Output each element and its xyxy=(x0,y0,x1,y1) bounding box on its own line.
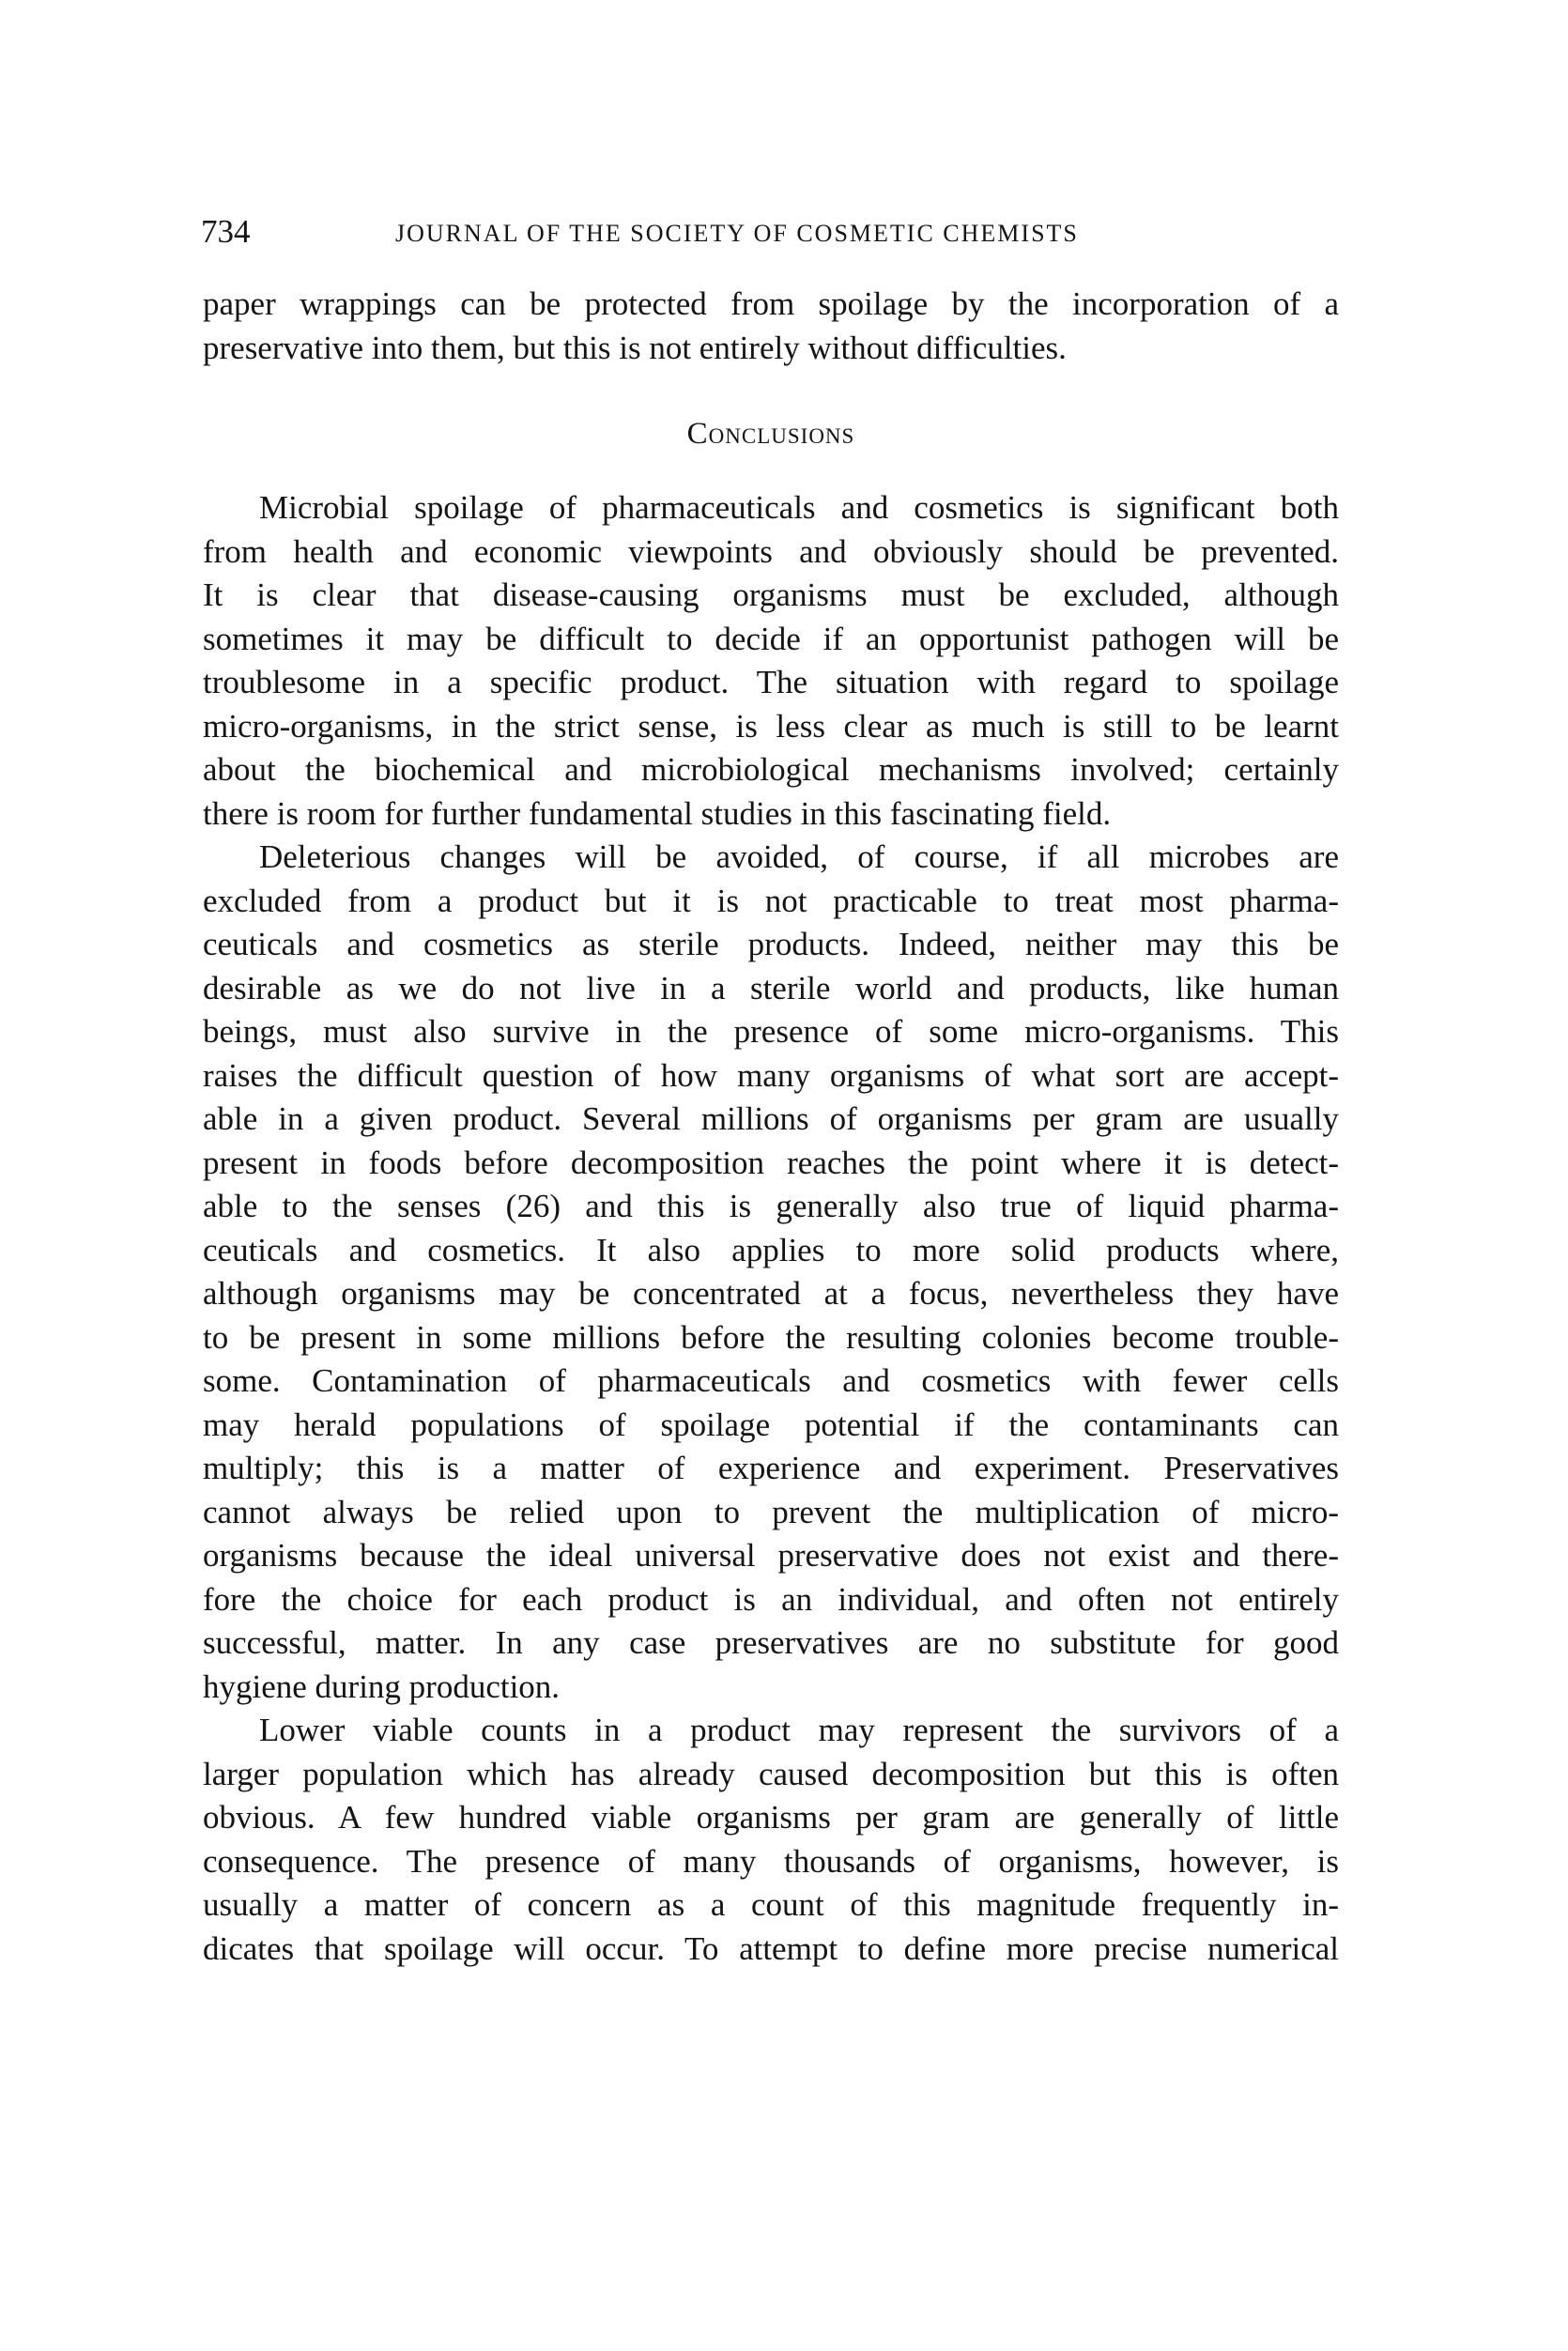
text-line: some. Contamination of pharmaceuticals and cosmetics with fewer cells xyxy=(203,1362,1339,1399)
text-line: excluded from a product but it is not practicable to treat most pharma- xyxy=(203,882,1339,919)
text-line: sometimes it may be difficult to decide if an opportunist pathogen will be xyxy=(203,620,1339,657)
body-text xyxy=(203,283,1339,1971)
text-line: fore the choice for each product is an individual, and often not entirely xyxy=(203,1580,1339,1618)
text-line: may herald populations of spoilage potential if the contaminants can xyxy=(203,1406,1339,1443)
text-line: dicates that spoilage will occur. To attempt to define more precise numerical xyxy=(203,1929,1339,1967)
text-line: troublesome in a specific product. The situation with regard to spoilage xyxy=(203,664,1339,700)
text-line: desirable as we do not live in a sterile world and products, like human xyxy=(203,969,1339,1006)
text-line: It is clear that disease-causing organisms must be excluded, although xyxy=(203,576,1339,613)
running-head xyxy=(201,208,1337,255)
text-line: although organisms may be concentrated at a focus, nevertheless they have xyxy=(203,1275,1339,1312)
text-line: able to the senses (26) and this is generally also true of liquid pharma- xyxy=(203,1188,1339,1224)
text-line: successful, matter. In any case preservatives are no substitute for good xyxy=(203,1624,1339,1661)
text-line: cannot always be relied upon to prevent the multiplication of micro- xyxy=(203,1493,1339,1530)
paragraph-1 xyxy=(203,486,1339,836)
intro-paragraph xyxy=(203,283,1339,370)
paragraph-2 xyxy=(203,836,1339,1709)
text-line: from health and economic viewpoints and obviously should be prevented. xyxy=(203,532,1339,570)
text-line: obvious. A few hundred viable organisms per gram are generally of little xyxy=(203,1799,1339,1836)
text-line: beings, must also survive in the presence of some micro-organisms. This xyxy=(203,1013,1339,1050)
text-line: there is room for further fundamental studies in this fascinating field. xyxy=(203,794,1112,832)
text-line: hygiene during production. xyxy=(203,1667,561,1705)
text-line: usually a matter of concern as a count of this magnitude frequently in- xyxy=(203,1886,1339,1923)
text-line: Deleterious changes will be avoided, of course, if all microbes are xyxy=(259,838,1339,875)
text-line: able in a given product. Several millions of organisms per gram are usually xyxy=(203,1100,1339,1137)
text-line: larger population which has already caused decomposition but this is often xyxy=(203,1755,1339,1792)
text-line: raises the difficult question of how many organisms of what sort are accept- xyxy=(203,1056,1339,1094)
text-line: preservative into them, but this is not entirely without difficulties. xyxy=(203,329,1067,366)
journal-title: JOURNAL OF THE SOCIETY OF COSMETIC CHEMISTS xyxy=(395,220,1079,247)
text-line: Microbial spoilage of pharmaceuticals and cosmetics is significant both xyxy=(259,489,1339,526)
text-line: ceuticals and cosmetics. It also applies to more solid products where, xyxy=(203,1231,1339,1268)
text-line: paper wrappings can be protected from spoilage by the incorporation of a xyxy=(203,285,1339,322)
text-line: organisms because the ideal universal preservative does not exist and there- xyxy=(203,1537,1339,1574)
text-line: ceuticals and cosmetics as sterile products. Indeed, neither may this be xyxy=(203,926,1339,962)
text-line: micro-organisms, in the strict sense, is less clear as much is still to be learnt xyxy=(203,707,1339,745)
text-line: about the biochemical and microbiological mechanisms involved; certainly xyxy=(203,751,1339,788)
text-line: to be present in some millions before the resulting colonies become trouble- xyxy=(203,1318,1339,1356)
text-line: Lower viable counts in a product may represent the survivors of a xyxy=(259,1712,1339,1748)
page-number: 734 xyxy=(201,213,251,250)
section-heading: Conclusions xyxy=(686,417,855,451)
paragraph-3 xyxy=(203,1709,1339,1971)
text-line: consequence. The presence of many thousands of organisms, however, is xyxy=(203,1842,1339,1880)
text-line: multiply; this is a matter of experience and experiment. Preservatives xyxy=(203,1450,1339,1486)
text-line: present in foods before decomposition reaches the point where it is detect- xyxy=(203,1144,1339,1181)
